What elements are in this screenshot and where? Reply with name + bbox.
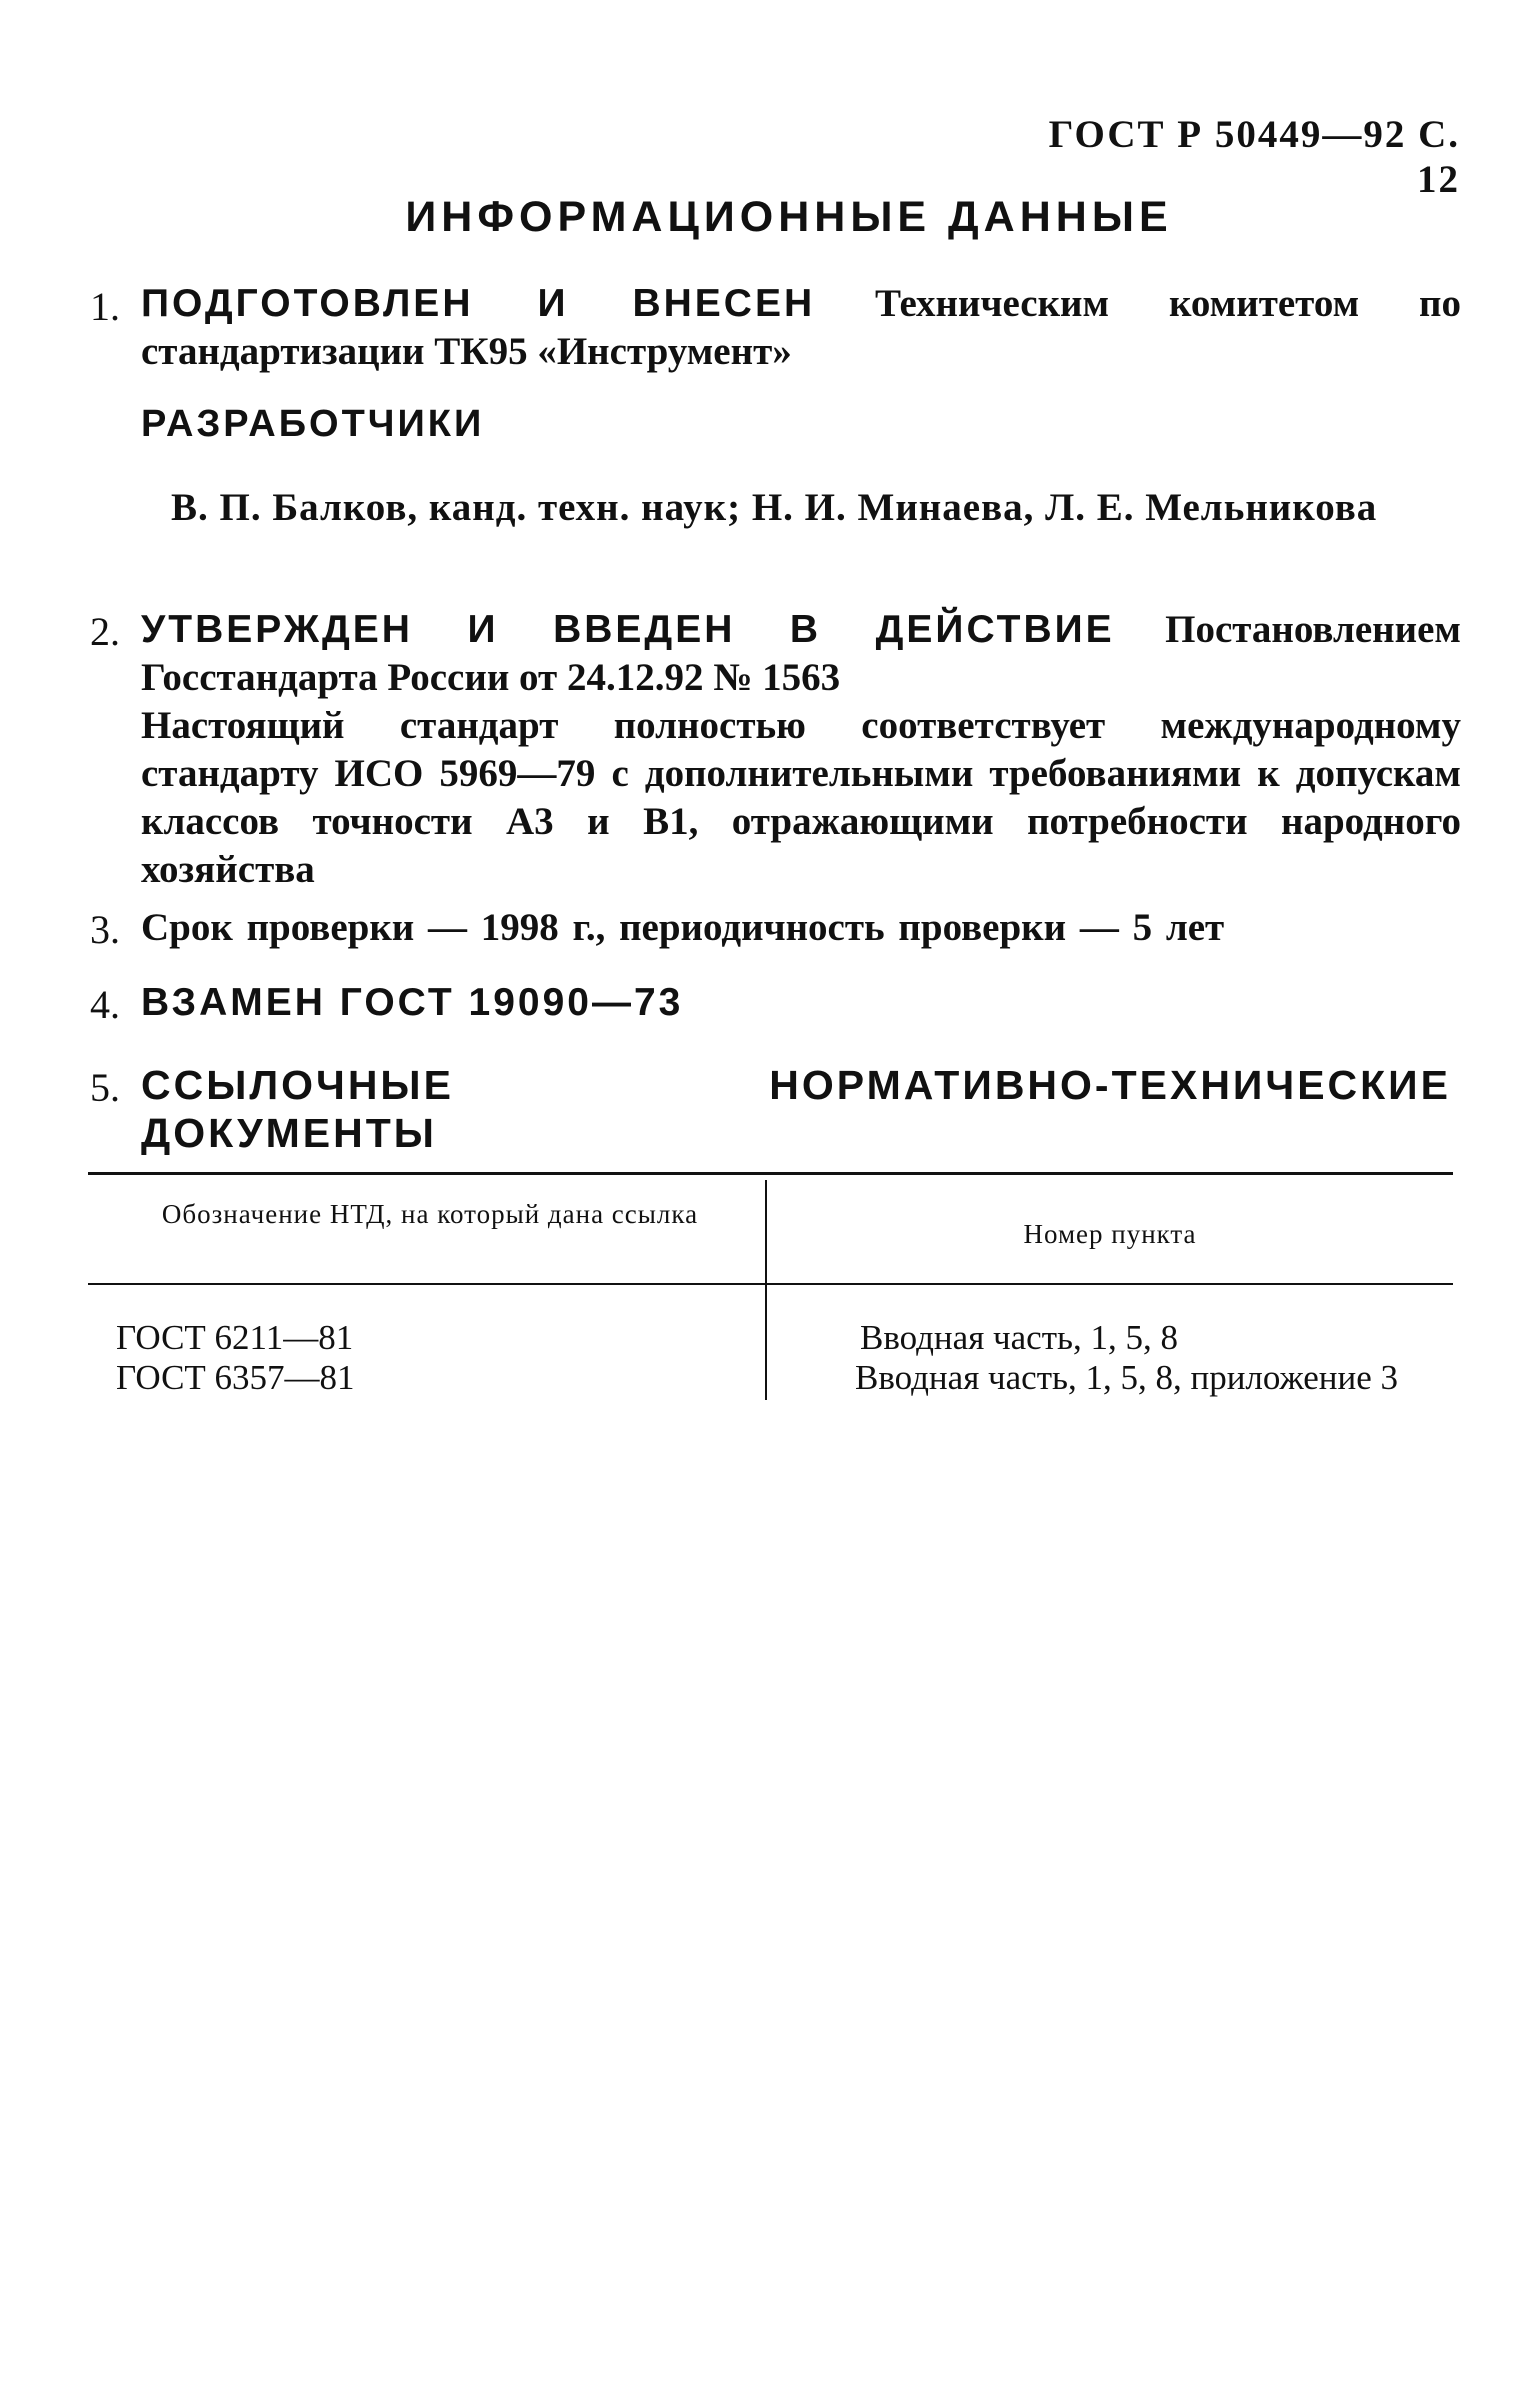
item-3-text: Срок проверки — 1998 г., периодичность проверки — 5 лет	[141, 906, 1225, 949]
developers-names: В. П. Балков, канд. техн. наук; Н. И. Минаева, Л. Е. Мельникова	[171, 486, 1378, 529]
item-2-body: Постановлением Госстандарта России от 24.12.92 № 1563	[141, 608, 1461, 699]
item-2-text	[141, 606, 1461, 702]
item-1-text	[141, 280, 1461, 376]
table-header-designation: Обозначение НТД, на который дана ссылка	[161, 1199, 699, 1229]
page-header: ГОСТ Р 50449—92 С. 12	[1048, 113, 1460, 201]
table-header-clause: Номер пункта	[1023, 1219, 1197, 1249]
item-1-caps: ПОДГОТОВЛЕН И ВНЕСЕН	[141, 282, 816, 325]
item-2-note: Настоящий стандарт полностью соответствует международному стандарту ИСО 5969—79 с дополнительными требованиями к допускам классов точности А3 и В1, отражающими потребности народного хозяйства	[141, 704, 1461, 891]
item-2-number: 2.	[90, 609, 120, 654]
table-cell-clauses-1: Вводная часть, 1, 5, 8	[860, 1318, 1178, 1357]
item-3-number: 3.	[90, 907, 120, 952]
item-2-caps: УТВЕРЖДЕН И ВВЕДЕН В ДЕЙСТВИЕ	[141, 608, 1115, 651]
table-cell-doc-2: ГОСТ 6357—81	[116, 1358, 355, 1397]
item-5-number: 5.	[90, 1065, 120, 1110]
table-column-divider	[765, 1180, 767, 1400]
table-cell-doc-1: ГОСТ 6211—81	[116, 1318, 354, 1357]
item-4-number: 4.	[90, 982, 120, 1027]
item-4-text: ВЗАМЕН ГОСТ 19090—73	[141, 981, 684, 1024]
item-1-body: Техническим комитетом по стандартизации ТК95 «Инструмент»	[141, 282, 1461, 373]
table-top-rule	[88, 1172, 1453, 1175]
developers-heading: РАЗРАБОТЧИКИ	[141, 403, 485, 445]
table-header-rule	[88, 1283, 1453, 1285]
page-title: ИНФОРМАЦИОННЫЕ ДАННЫЕ	[405, 193, 1173, 241]
item-5-text: ССЫЛОЧНЫЕ НОРМАТИВНО-ТЕХНИЧЕСКИЕ ДОКУМЕНТЫ	[141, 1062, 1451, 1156]
item-1-number: 1.	[90, 284, 120, 329]
table-cell-clauses-2: Вводная часть, 1, 5, 8, приложение 3	[855, 1358, 1399, 1397]
